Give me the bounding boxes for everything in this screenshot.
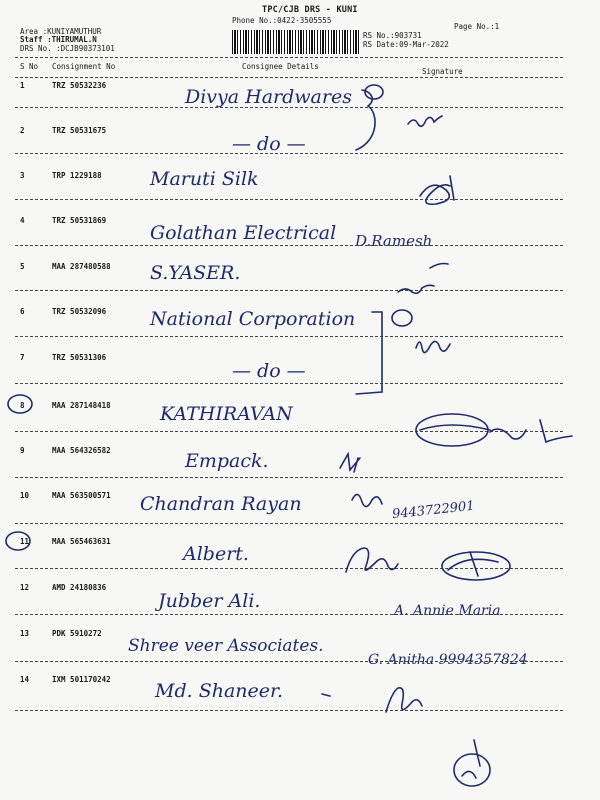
row-consignment: TRZ 50532236	[52, 81, 107, 90]
row-consignment: TRZ 50532096	[52, 307, 107, 316]
row-consignment: PDK 5910272	[52, 629, 102, 638]
signature-scribble	[322, 694, 330, 696]
row-consignee: KATHIRAVAN	[160, 403, 293, 425]
rs-number: RS No.:903731	[363, 31, 422, 40]
row-consignment: TRZ 50531306	[52, 353, 107, 362]
signature-scribble	[416, 414, 488, 446]
area-label: Area :KUNIYAMUTHUR	[20, 27, 102, 36]
row-consignment: TRZ 50531675	[52, 126, 107, 135]
signature-scribble	[420, 420, 572, 442]
bracket-mark	[356, 312, 382, 394]
row-consignee: Maruti Silk	[150, 168, 259, 190]
phone-number: Phone No.:0422-3505555	[232, 16, 332, 25]
row-sno: 14	[20, 675, 30, 684]
row-sno: 13	[20, 629, 30, 638]
signature-scribble	[416, 341, 450, 352]
row-consignment: MAA 287148418	[52, 401, 111, 410]
row-consignee: — do —	[232, 133, 306, 155]
row-consignment: IXM 501170242	[52, 675, 111, 684]
signature-scribble	[386, 688, 422, 712]
row-signature: A. Annie Maria	[394, 603, 501, 619]
row-sno: 12	[20, 583, 30, 592]
document-title: TPC/CJB DRS - KUNI	[262, 5, 358, 15]
staff-label: Staff :THIRUMAL.N	[20, 35, 97, 44]
row-consignee: Jubber Ali.	[158, 590, 261, 612]
signature-scribble	[346, 548, 398, 572]
row-sno: 1	[20, 81, 25, 90]
page-number: Page No.:1	[454, 22, 500, 31]
row-signature: 9443722901	[391, 498, 476, 523]
col-header-consignment-no: Consignment No	[52, 62, 116, 71]
row-sno: 9	[20, 446, 25, 455]
row-consignment: AMD 24180836	[52, 583, 107, 592]
signature-scribble	[398, 264, 448, 294]
row-consignee: Chandran Rayan	[140, 493, 302, 515]
row-consignee: S.YASER.	[150, 262, 241, 284]
row-sno: 7	[20, 353, 25, 362]
row-sno: 11	[20, 537, 30, 546]
signature-scribble	[408, 116, 442, 126]
signature-scribble	[352, 494, 382, 506]
circled-row-number-mark	[8, 395, 32, 413]
row-consignee: Shree veer Associates.	[128, 636, 324, 656]
row-consignee: National Corporation	[150, 308, 356, 330]
circled-two-mark	[392, 310, 412, 326]
signature-scribble	[340, 454, 360, 472]
row-sno: 2	[20, 126, 25, 135]
circled-row-number-mark	[6, 532, 30, 550]
row-consignment: MAA 563500571	[52, 491, 111, 500]
row-sno: 6	[20, 307, 25, 316]
drs-number: DRS No. :DCJB90373101	[20, 44, 115, 53]
row-consignee: Albert.	[183, 543, 249, 565]
col-header-sno: S No	[20, 62, 39, 71]
row-consignment: TRZ 50531869	[52, 216, 107, 225]
row-consignee: Md. Shaneer.	[155, 680, 284, 702]
row-sno: 3	[20, 171, 25, 180]
row-signature: D.Ramesh	[355, 232, 433, 250]
row-consignment: TRP 1229188	[52, 171, 102, 180]
row-consignee: — do —	[232, 360, 306, 382]
row-sno: 10	[20, 491, 30, 500]
row-consignment: MAA 565463631	[52, 537, 111, 546]
signature-scribble	[420, 176, 454, 204]
row-sno: 5	[20, 262, 25, 271]
col-header-consignee-details: Consignee Details	[242, 62, 319, 71]
row-consignee: Empack.	[185, 450, 269, 472]
rs-date: RS Date:09-Mar-2022	[363, 40, 449, 49]
row-sno: 8	[20, 401, 25, 410]
row-sno: 4	[20, 216, 25, 225]
row-consignment: MAA 564326582	[52, 446, 111, 455]
row-signature: G. Anitha 9994357824	[368, 652, 528, 668]
row-consignee: Golathan Electrical	[150, 222, 337, 244]
col-header-signature: Signature	[422, 67, 463, 76]
signature-scribble	[462, 740, 480, 778]
row-consignment: MAA 287480588	[52, 262, 111, 271]
row-consignee: Divya Hardwares	[185, 86, 352, 108]
signature-scribble	[454, 754, 490, 786]
